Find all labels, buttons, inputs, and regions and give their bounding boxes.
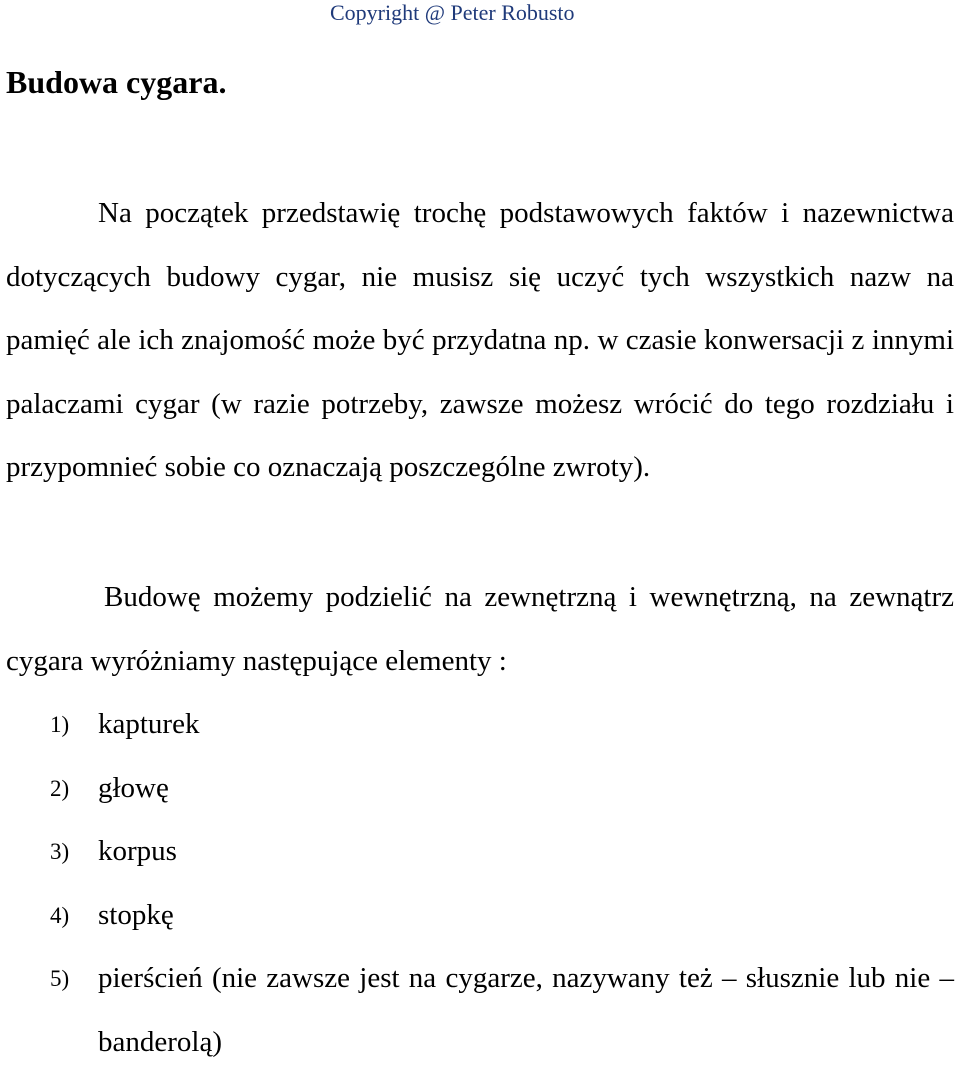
list-item-text: głowę — [98, 771, 169, 804]
paragraph-intro: Na początek przedstawię trochę podstawowych faktów i nazewnictwa dotyczących budowy cygar, nie musisz się uczyć tych wszystkich nazw na pamięć ale ich znajomość może być przydatna np. w czasie konwersacji z innymi palaczami cygar (w razie potrzeby, zawsze możesz wrócić do tego rozdziału i przypomnieć sobie co oznaczają poszczególne zwroty). — [6, 197, 954, 483]
list-number: 2) — [50, 775, 70, 801]
list-item-text: kapturek — [98, 708, 200, 740]
list-item — [0, 757, 954, 821]
list-item — [0, 947, 954, 1074]
list-number: 1) — [50, 712, 70, 737]
elements-list — [0, 693, 954, 1074]
list-item — [0, 820, 954, 884]
paragraph-structure: Budowę możemy podzielić na zewnętrzną i wewnętrzną, na zewnątrz cygara wyróżniamy następujące elementy : — [6, 581, 954, 677]
list-item-text: korpus — [98, 835, 177, 867]
list-item-text: pierścień (nie zawsze jest na cygarze, nazywany też – słusznie lub nie – banderolą) — [98, 962, 954, 1058]
document-title: Budowa cygara. — [6, 64, 227, 100]
list-item-text: stopkę — [98, 898, 174, 931]
list-item — [0, 884, 954, 948]
copyright-header: Copyright @ Peter Robusto — [330, 0, 575, 25]
list-item — [0, 693, 954, 757]
list-number: 5) — [50, 966, 70, 991]
list-number: 4) — [50, 902, 70, 928]
list-number: 3) — [50, 839, 70, 864]
